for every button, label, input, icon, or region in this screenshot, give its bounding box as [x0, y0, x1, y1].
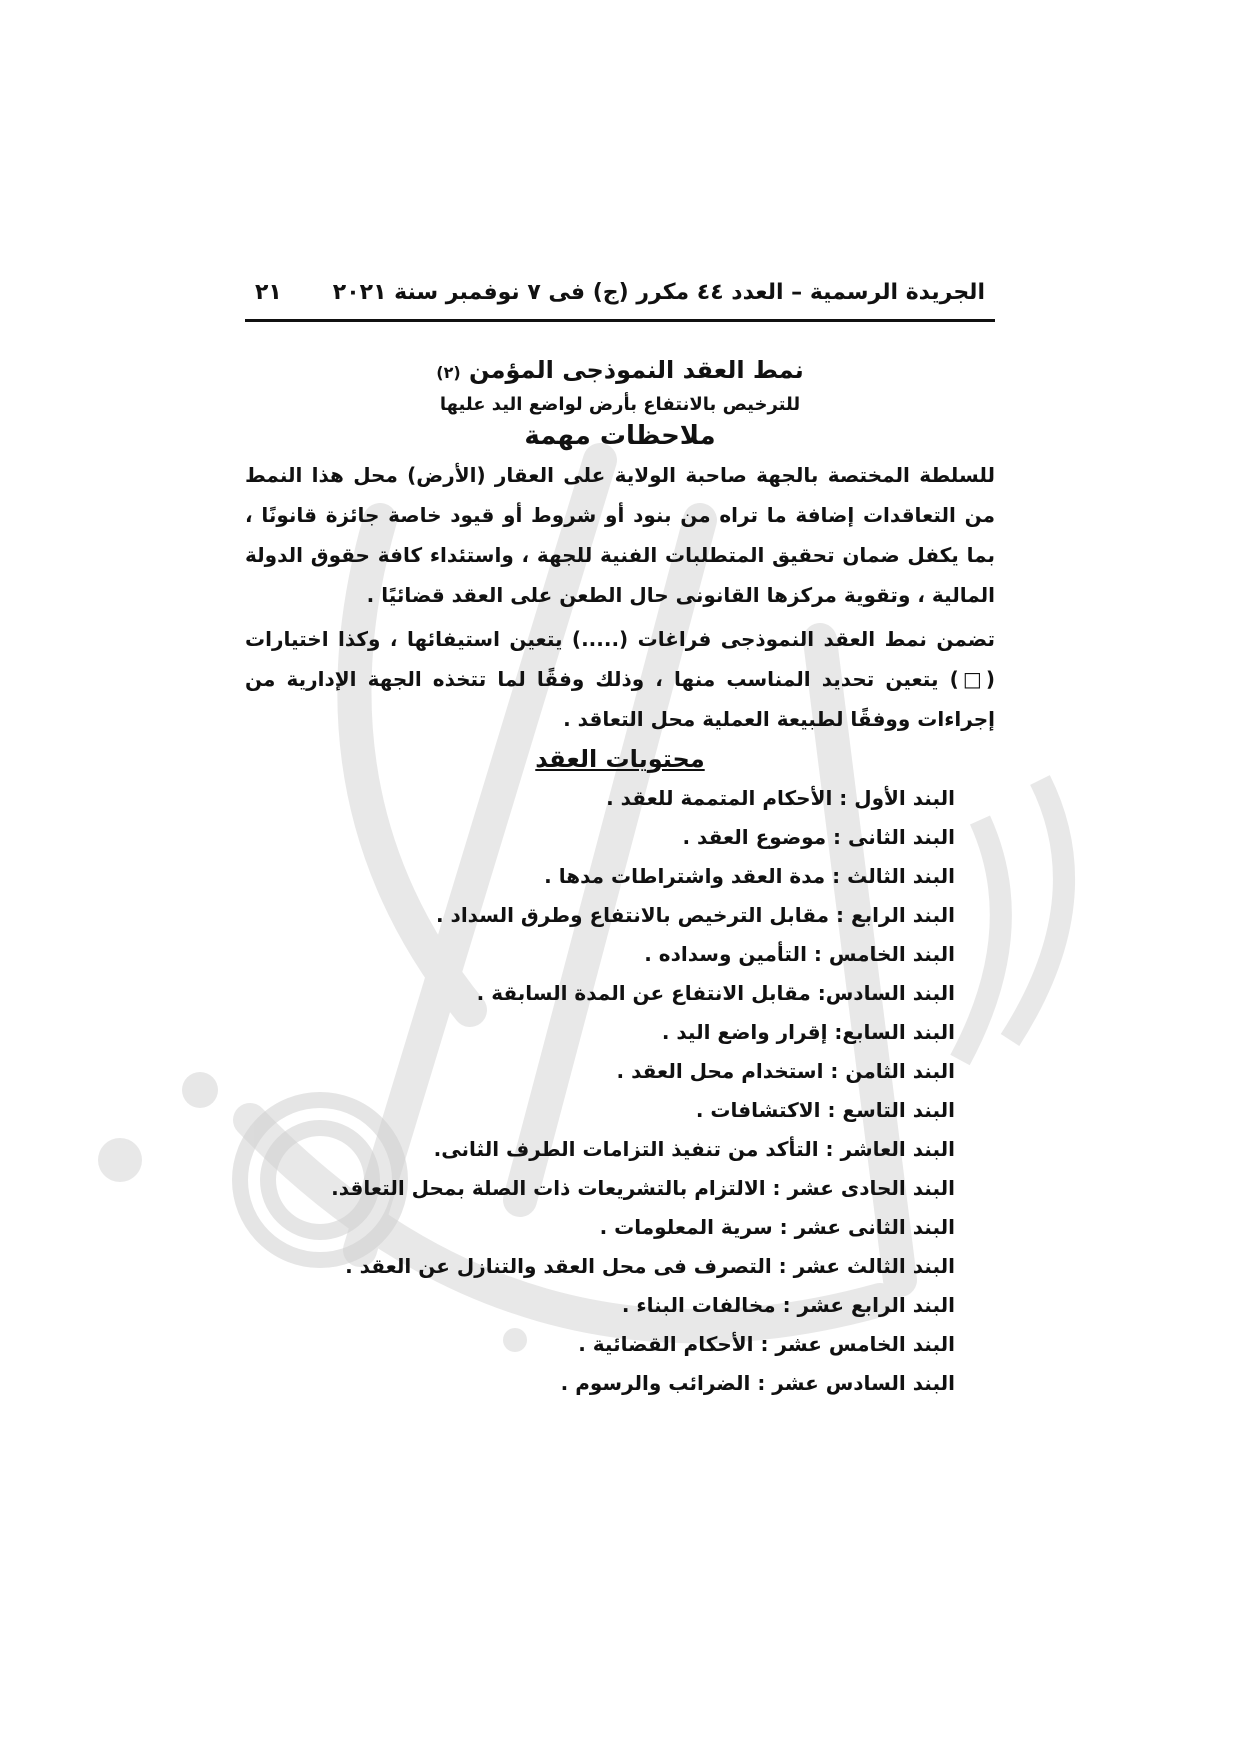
clause-item: البند الخامس عشر : الأحكام القضائية .	[578, 1332, 955, 1356]
clause-item: البند الرابع عشر : مخالفات البناء .	[621, 1293, 955, 1317]
contents-heading: محتويات العقد	[535, 745, 705, 773]
page-header	[245, 280, 995, 315]
clause-item: البند العاشر : التأكد من تنفيذ التزامات الطرف الثانى.	[433, 1137, 955, 1161]
document-subtitle: للترخيص بالانتفاع بأرض لواضع اليد عليها	[439, 394, 801, 415]
document-title	[245, 356, 995, 384]
clauses-list	[245, 779, 995, 1403]
publication-info: الجريدة الرسمية – العدد ٤٤ مكرر (ج) فى ٧ نوفمبر سنة ٢٠٢١	[332, 280, 985, 305]
notes-paragraph-2: تضمن نمط العقد النموذجى فراغات (.....) يتعين استيفائها ، وكذا اختيارات (□) يتعين تحديد المناسب منها ، وذلك وفقًا لما تتخذه الجهة الإدارية من إجراءات ووفقًا لطبيعة العملية محل التعاقد .	[245, 627, 995, 731]
clause-item: البند الخامس : التأمين وسداده .	[644, 942, 955, 966]
clause-item: البند الثانى عشر : سرية المعلومات .	[599, 1215, 955, 1239]
clause-item: البند الثامن : استخدام محل العقد .	[616, 1059, 955, 1083]
clause-item: البند الثالث عشر : التصرف فى محل العقد والتنازل عن العقد .	[345, 1254, 955, 1278]
clause-item: البند الثالث : مدة العقد واشتراطات مدها .	[544, 864, 955, 888]
clause-item: البند السادس: مقابل الانتفاع عن المدة السابقة .	[476, 981, 955, 1005]
title-number: (٢)	[436, 363, 461, 382]
page-number: ٢١	[255, 280, 282, 305]
header-divider	[245, 319, 995, 322]
title-text: نمط العقد النموذجى المؤمن	[469, 356, 804, 384]
clause-item: البند الثانى : موضوع العقد .	[682, 825, 955, 849]
document-page	[245, 280, 995, 1403]
clause-item: البند السادس عشر : الضرائب والرسوم .	[560, 1371, 955, 1395]
clause-item: البند الرابع : مقابل الترخيص بالانتفاع وطرق السداد .	[436, 903, 955, 927]
clause-item: البند السابع: إقرار واضع اليد .	[661, 1020, 955, 1044]
clause-item: البند التاسع : الاكتشافات .	[695, 1098, 955, 1122]
clause-item: البند الحادى عشر : الالتزام بالتشريعات ذات الصلة بمحل التعاقد.	[331, 1176, 955, 1200]
notes-paragraph-1: للسلطة المختصة بالجهة صاحبة الولاية على العقار (الأرض) محل هذا النمط من التعاقدات إضافة ما تراه من بنود أو شروط أو قيود خاصة جائزة قانونًا ، بما يكفل ضمان تحقيق المتطلبات الفنية للجهة ، واستئداء كافة حقوق الدولة المالية ، وتقوية مركزها القانونى حال الطعن على العقد قضائيًا .	[245, 463, 995, 607]
clause-item: البند الأول : الأحكام المتممة للعقد .	[606, 786, 955, 810]
notes-heading: ملاحظات مهمة	[524, 421, 716, 451]
